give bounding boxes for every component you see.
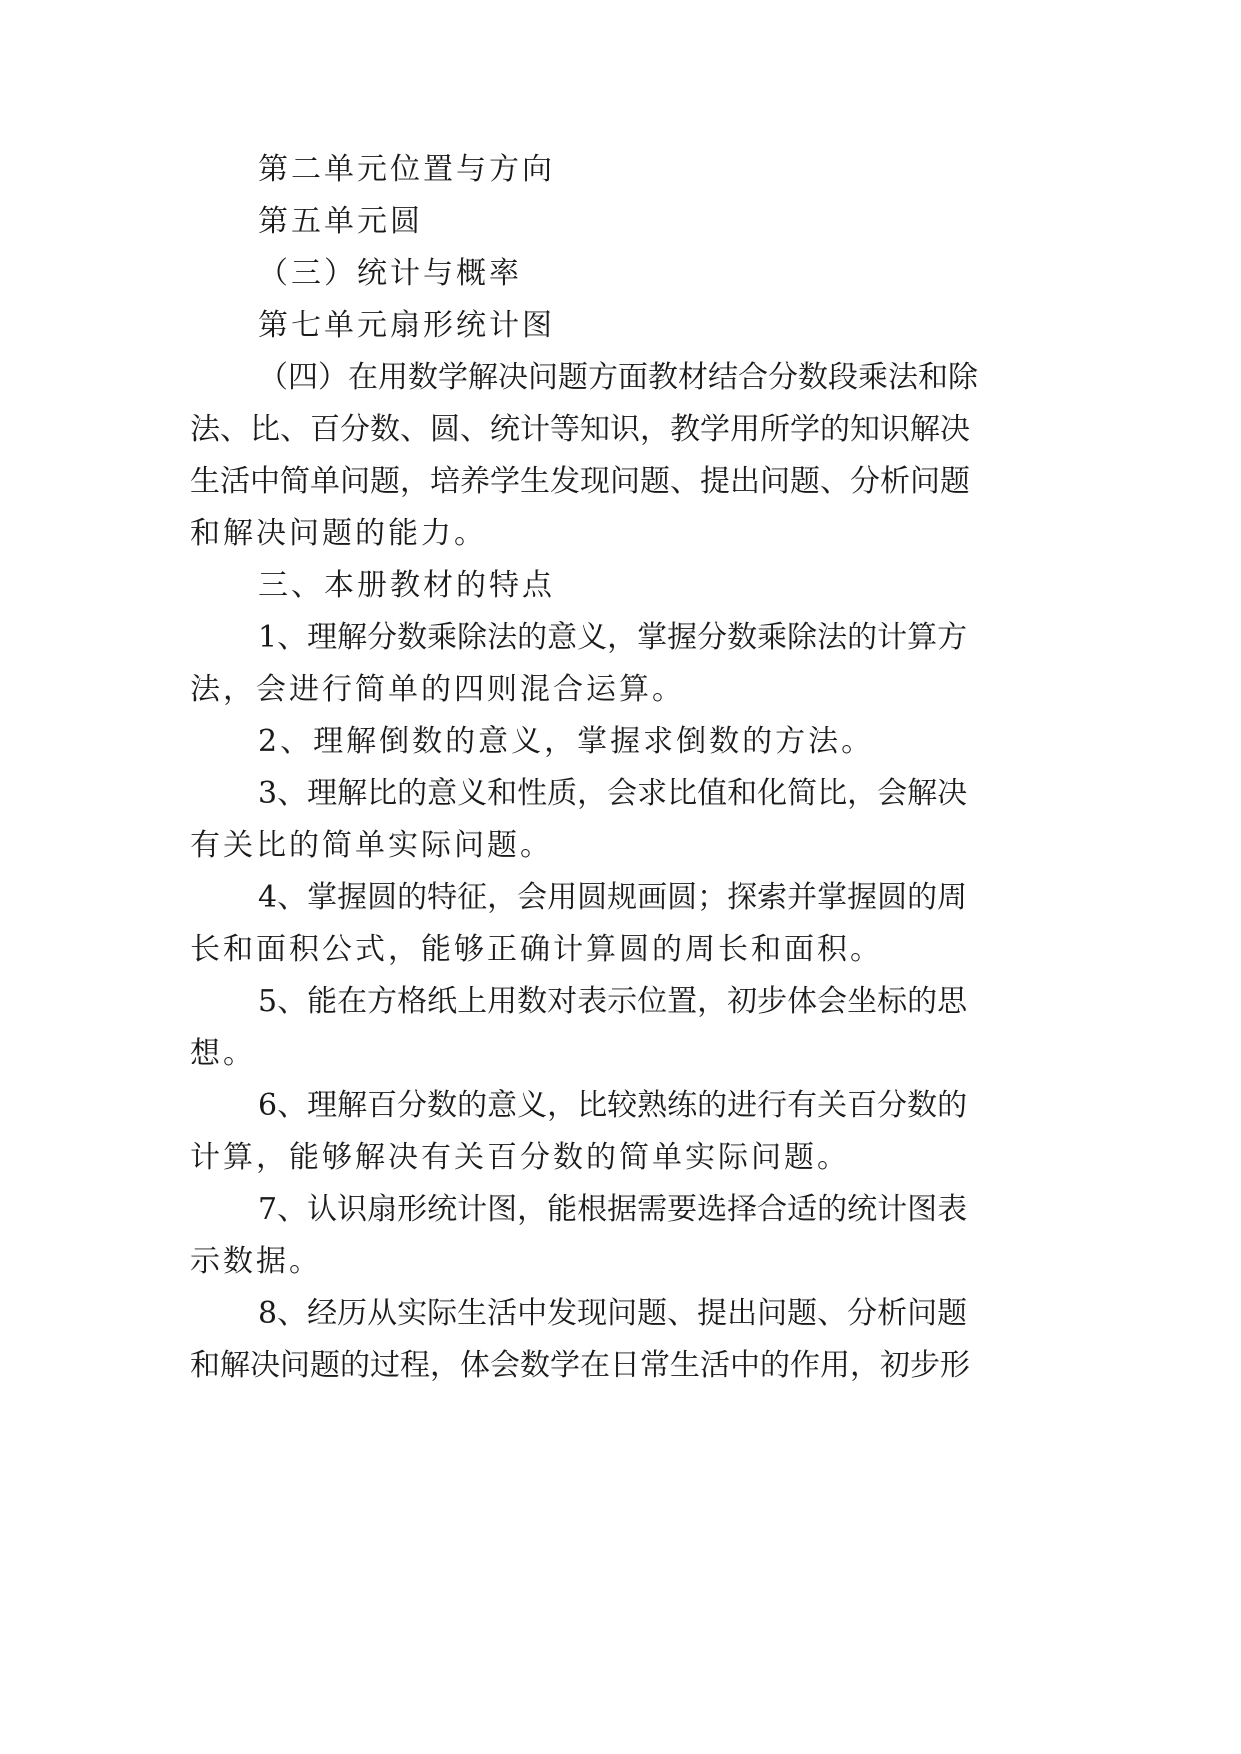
list-item-6-line: 计算，能够解决有关百分数的简单实际问题。 <box>190 1140 850 1175</box>
list-item-2-line: 2、理解倒数的意义，掌握求倒数的方法。 <box>258 724 875 759</box>
list-item-4-line: 长和面积公式，能够正确计算圆的周长和面积。 <box>190 932 883 967</box>
paragraph-line: 法、比、百分数、圆、统计等知识，教学用所学的知识解决 <box>190 412 970 447</box>
list-item-5-line: 想。 <box>190 1036 256 1071</box>
line-unit-7-heading: 第七单元扇形统计图 <box>258 308 555 343</box>
line-section-3-heading: （三）统计与概率 <box>258 256 522 291</box>
list-item-8-line: 8、经历从实际生活中发现问题、提出问题、分析问题 <box>258 1296 968 1331</box>
list-item-3-line: 3、理解比的意义和性质，会求比值和化简比，会解决 <box>258 776 968 811</box>
list-item-6-line: 6、理解百分数的意义，比较熟练的进行有关百分数的 <box>258 1088 968 1123</box>
list-item-1-line: 法，会进行简单的四则混合运算。 <box>190 672 685 707</box>
list-item-1-line: 1、理解分数乘除法的意义，掌握分数乘除法的计算方 <box>258 620 968 655</box>
list-item-8-line: 和解决问题的过程，体会数学在日常生活中的作用，初步形 <box>190 1348 970 1383</box>
list-item-7-line: 示数据。 <box>190 1244 322 1279</box>
section-heading: 三、本册教材的特点 <box>258 568 555 603</box>
line-unit-5-heading: 第五单元圆 <box>258 204 423 239</box>
list-item-5-line: 5、能在方格纸上用数对表示位置，初步体会坐标的思 <box>258 984 968 1019</box>
paragraph-line: 和解决问题的能力。 <box>190 516 487 551</box>
paragraph-line: 生活中简单问题，培养学生发现问题、提出问题、分析问题 <box>190 464 970 499</box>
list-item-3-line: 有关比的简单实际问题。 <box>190 828 553 863</box>
list-item-4-line: 4、掌握圆的特征，会用圆规画圆；探索并掌握圆的周 <box>258 880 968 915</box>
list-item-7-line: 7、认识扇形统计图，能根据需要选择合适的统计图表 <box>258 1192 968 1227</box>
paragraph-line: （四）在用数学解决问题方面教材结合分数段乘法和除 <box>258 360 978 395</box>
line-unit-2-heading: 第二单元位置与方向 <box>258 152 555 187</box>
